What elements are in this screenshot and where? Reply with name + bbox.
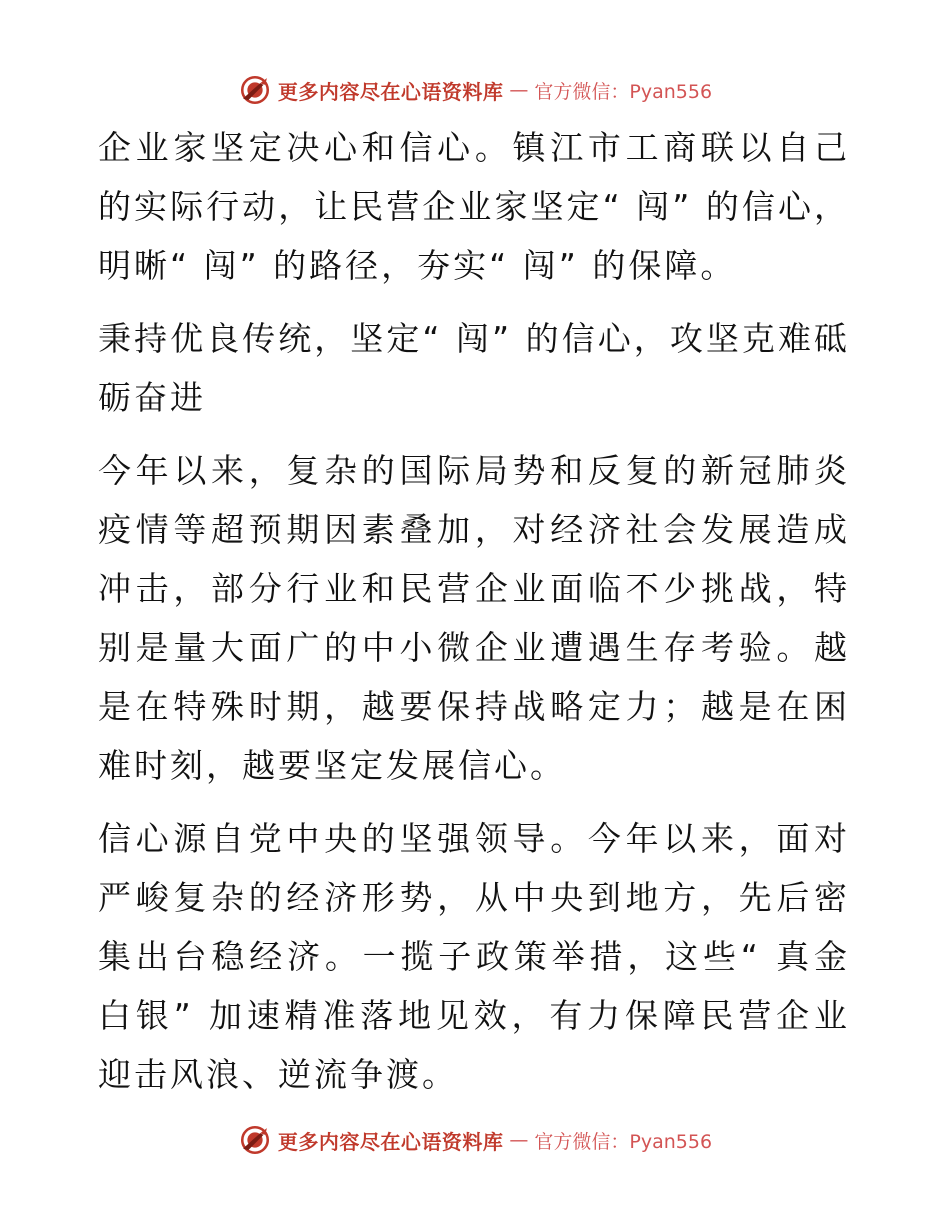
paragraph-2: 今年以来，复杂的国际局势和反复的新冠肺炎疫情等超预期因素叠加，对经济社会发展造成冲击，部分行业和民营企业面临不少挑战，特别是量大面广的中小微企业遭遇生存考验。越是在特殊时期，越要保持战略定力；越是在困难时刻，越要坚定发展信心。 [98, 451, 850, 785]
pen-logo-icon [238, 1123, 272, 1157]
footer-dash: — [509, 1129, 529, 1151]
header-contact-text: 官方微信：Pyan556 [534, 80, 713, 103]
paragraph-3: 信心源自党中央的坚强领导。今年以来，面对严峻复杂的经济形势，从中央到地方，先后密集出台稳经济。一揽子政策举措，这些“ 真金白银” 加速精准落地见效，有力保障民营企业迎击风浪、逆流争渡。 [98, 819, 850, 1094]
pen-logo-icon [238, 73, 272, 107]
header-banner [0, 70, 950, 110]
footer-banner [0, 1120, 950, 1160]
footer-brand-text: 更多内容尽在心语资料库 [277, 1129, 504, 1154]
header-brand-text: 更多内容尽在心语资料库 [277, 79, 504, 104]
footer-contact-text: 官方微信：Pyan556 [534, 1130, 713, 1153]
document-body [98, 118, 850, 1104]
paragraph-1: 企业家坚定决心和信心。镇江市工商联以自己的实际行动，让民营企业家坚定“ 闯” 的信心，明晰“ 闯” 的路径，夯实“ 闯” 的保障。 [98, 128, 850, 285]
header-dash: — [509, 79, 529, 101]
section-heading: 秉持优良传统，坚定“ 闯” 的信心，攻坚克难砥砺奋进 [98, 319, 850, 417]
